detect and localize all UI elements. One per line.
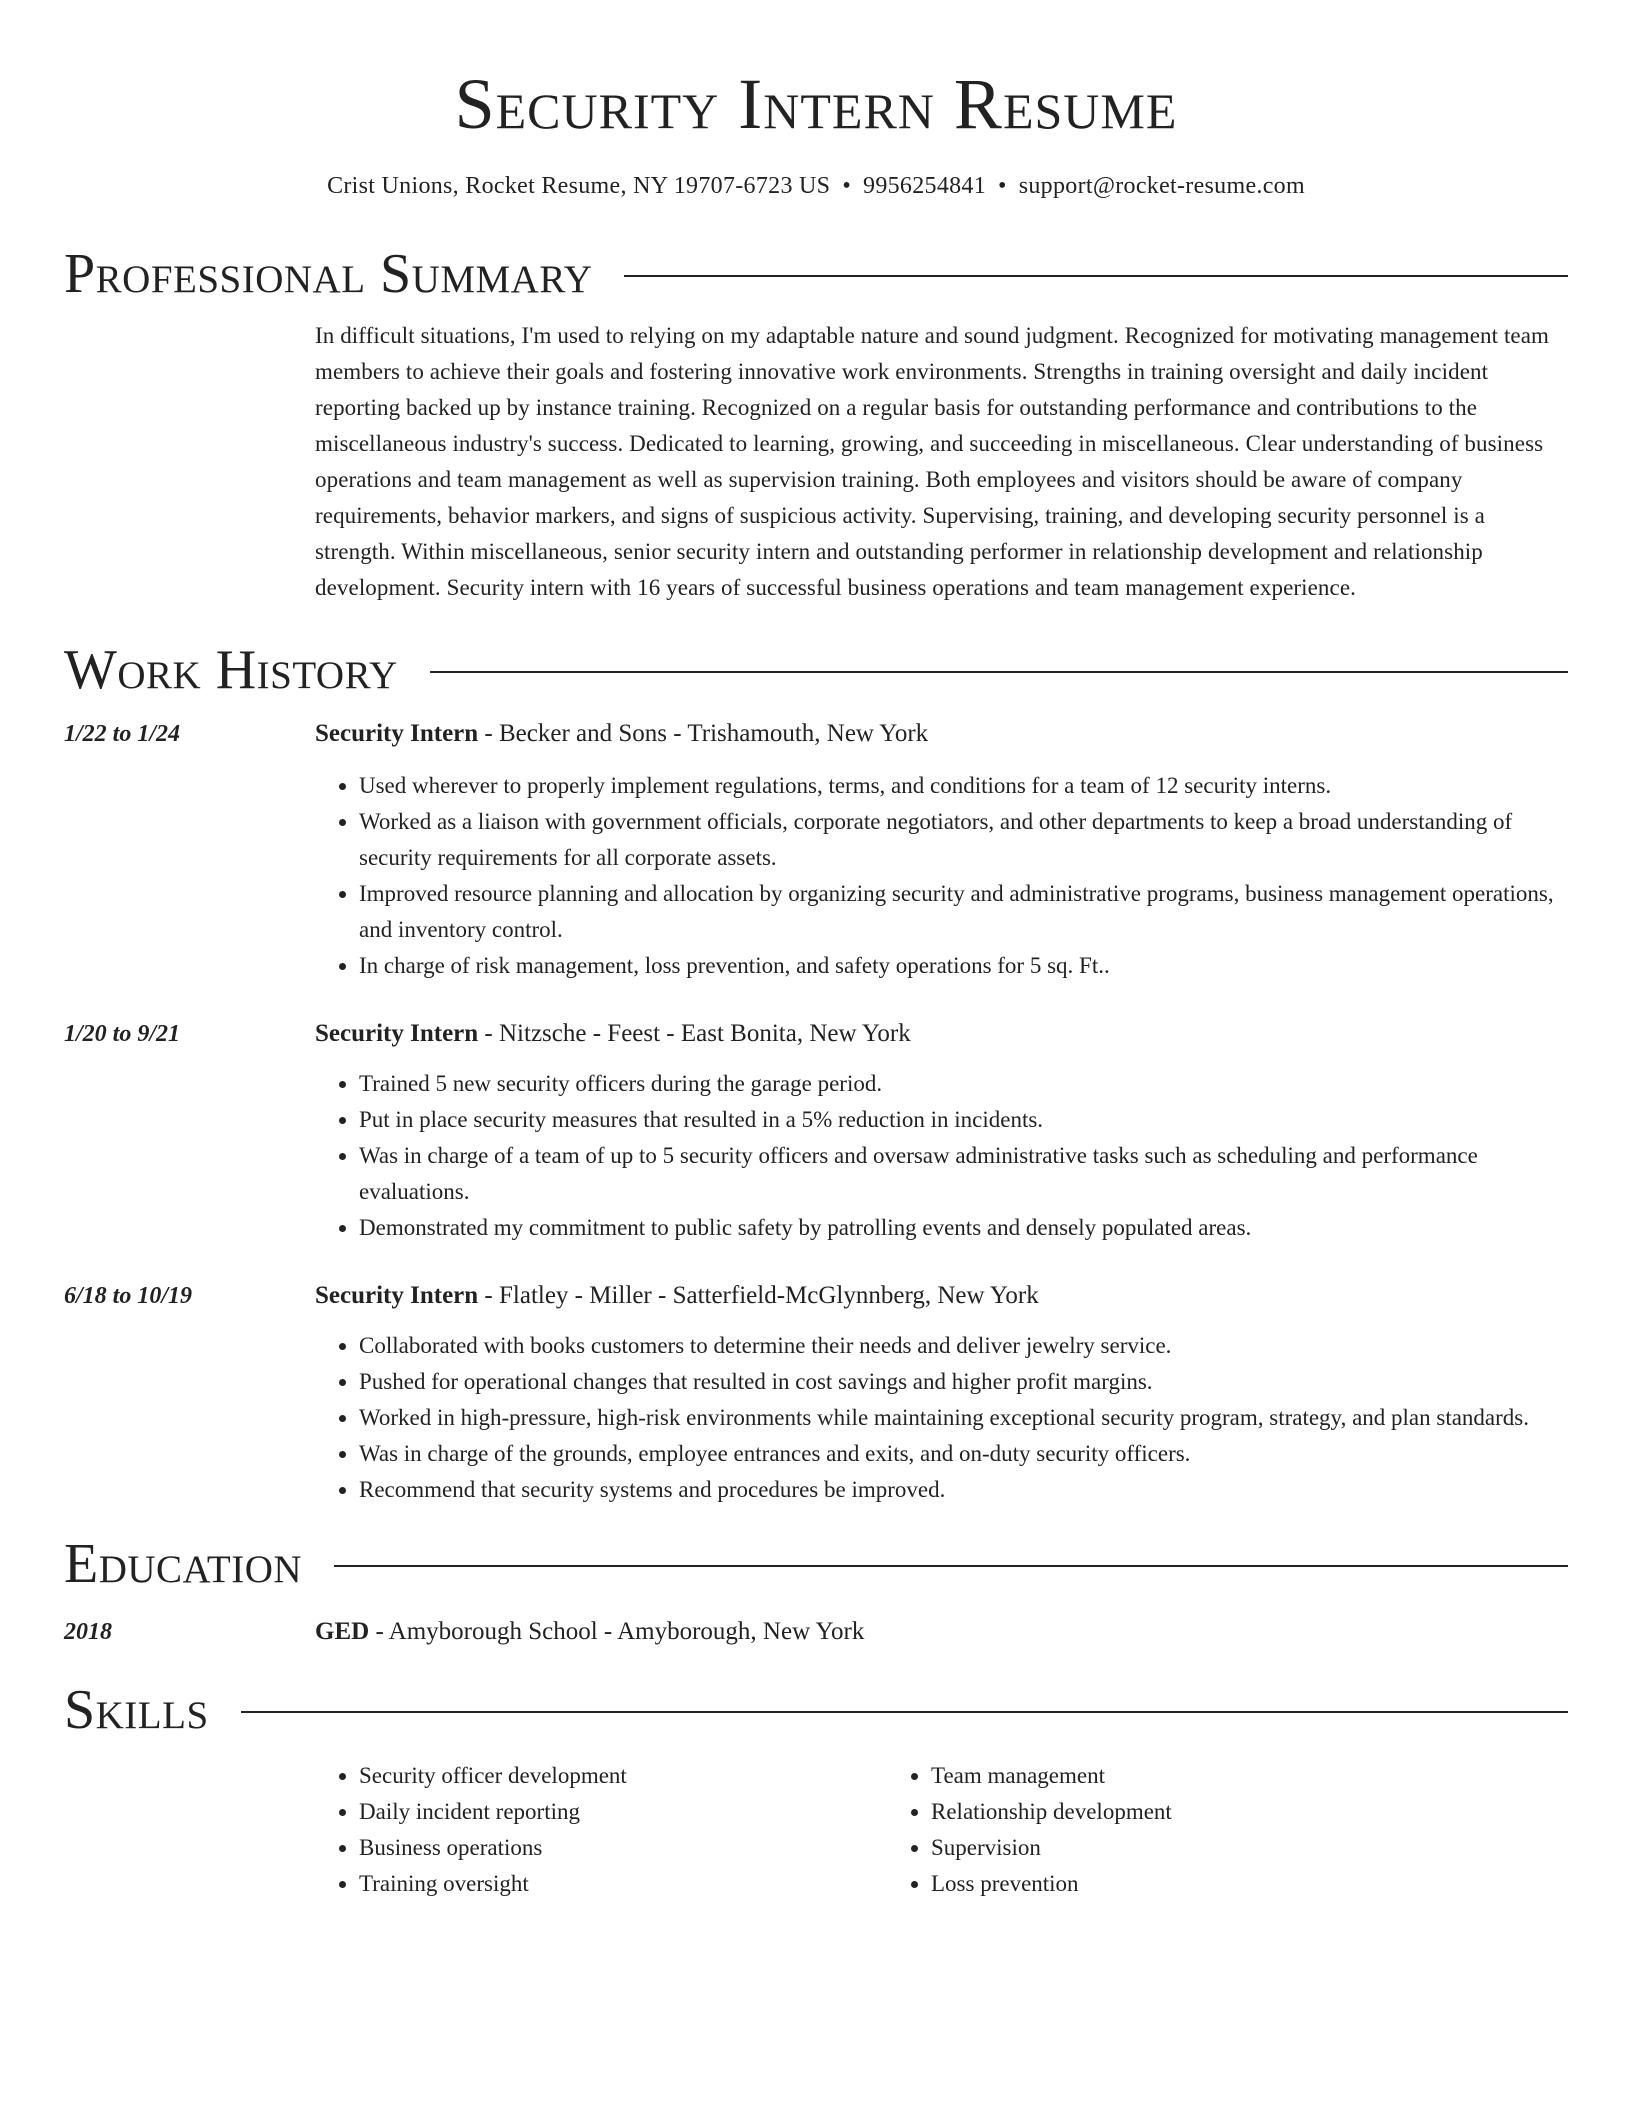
job-title: Security Intern bbox=[315, 1282, 479, 1309]
job-title-line bbox=[315, 1278, 1568, 1314]
summary-text: In difficult situations, I'm used to relying on my adaptable nature and sound judgment. Recognized for motivating management team members to achieve their goals and fostering innovative work environments. Strengths in training oversight and daily incident reporting backed up by instance training. Recognized on a regular basis for outstanding performance and contributions to the miscellaneous industry's success. Dedicated to learning, growing, and succeeding in miscellaneous. Clear understanding of business operations and team management as well as supervision training. Both employees and visitors should be aware of company requirements, behavior markers, and signs of suspicious activity. Supervising, training, and developing security personnel is a strength. Within miscellaneous, senior security intern and outstanding performer in relationship development and relationship development. Security intern with 16 years of successful business operations and team management experience. bbox=[315, 323, 1550, 600]
job-bullet: • In charge of risk management, loss prevention, and safety operations for 5 sq. Ft.. bbox=[359, 948, 1568, 984]
job-bullet: • Worked in high-pressure, high-risk environments while maintaining exceptional security program, strategy, and plan standards. bbox=[359, 1400, 1568, 1436]
summary-heading: Professional Summary bbox=[64, 243, 593, 305]
skill-item: • Security officer development bbox=[359, 1758, 887, 1794]
section-divider bbox=[241, 1711, 1568, 1713]
skills-heading: Skills bbox=[64, 1679, 209, 1741]
resume-title: Security Intern Resume bbox=[454, 64, 1178, 144]
skill-item: • Relationship development bbox=[931, 1794, 1459, 1830]
job-bullet: • Demonstrated my commitment to public safety by patrolling events and densely populated areas. bbox=[359, 1210, 1568, 1246]
job-bullet: • Was in charge of a team of up to 5 security officers and oversaw administrative tasks such as scheduling and performance evaluations. bbox=[359, 1138, 1568, 1210]
education-entry bbox=[64, 1614, 1568, 1650]
job-title: Security Intern bbox=[315, 720, 479, 747]
job-title-line bbox=[315, 716, 1568, 752]
job-dates: 1/22 to 1/24 bbox=[64, 721, 181, 747]
section-divider bbox=[430, 671, 1568, 673]
job-title: Security Intern bbox=[315, 1020, 479, 1047]
job-title-line bbox=[315, 1016, 1568, 1052]
job-dates: 6/18 to 10/19 bbox=[64, 1283, 193, 1309]
job-dates: 1/20 to 9/21 bbox=[64, 1021, 181, 1047]
job-body bbox=[315, 1016, 1568, 1246]
job-bullet: • Improved resource planning and allocation by organizing security and administrative programs, business management operations, and inventory control. bbox=[359, 876, 1568, 948]
skill-item: • Supervision bbox=[931, 1830, 1459, 1866]
education-school: - Amyborough School - Amyborough, New York bbox=[369, 1618, 865, 1645]
job-bullets bbox=[315, 768, 1568, 984]
education-body bbox=[315, 1614, 1568, 1650]
job-bullet: • Worked as a liaison with government officials, corporate negotiators, and other departments to keep a broad understanding of security requirements for all corporate assets. bbox=[359, 804, 1568, 876]
skill-item: • Team management bbox=[931, 1758, 1459, 1794]
job-body bbox=[315, 716, 1568, 984]
skill-item: • Training oversight bbox=[359, 1866, 887, 1902]
job-body bbox=[315, 1278, 1568, 1508]
job-entry bbox=[64, 716, 1568, 984]
job-employer: - Flatley - Miller - Satterfield-McGlynnberg, New York bbox=[478, 1282, 1039, 1309]
section-divider bbox=[334, 1565, 1568, 1567]
contact-address: Crist Unions, Rocket Resume, NY 19707-6723 US bbox=[327, 173, 831, 199]
job-bullets bbox=[315, 1328, 1568, 1508]
skills-columns bbox=[315, 1758, 1568, 1902]
work-section-header bbox=[64, 636, 1568, 704]
education-section-header bbox=[64, 1530, 1568, 1598]
skills-list-left bbox=[315, 1758, 887, 1902]
work-heading: Work History bbox=[64, 639, 398, 701]
job-bullet: • Recommend that security systems and procedures be improved. bbox=[359, 1472, 1568, 1508]
contact-phone: 9956254841 bbox=[863, 173, 987, 199]
job-employer: - Becker and Sons - Trishamouth, New York bbox=[478, 720, 929, 747]
contact-line bbox=[64, 170, 1568, 202]
skill-item: • Daily incident reporting bbox=[359, 1794, 887, 1830]
education-year: 2018 bbox=[64, 1619, 112, 1645]
education-heading: Education bbox=[64, 1533, 303, 1595]
job-employer: - Nitzsche - Feest - East Bonita, New York bbox=[478, 1020, 911, 1047]
job-bullet: • Pushed for operational changes that resulted in cost savings and higher profit margins. bbox=[359, 1364, 1568, 1400]
education-line bbox=[315, 1614, 1568, 1650]
skill-item: • Loss prevention bbox=[931, 1866, 1459, 1902]
contact-email: support@rocket-resume.com bbox=[1018, 173, 1305, 199]
education-degree: GED bbox=[315, 1618, 370, 1645]
job-entry bbox=[64, 1278, 1568, 1508]
job-bullet: • Trained 5 new security officers during the garage period. bbox=[359, 1066, 1568, 1102]
job-bullets bbox=[315, 1066, 1568, 1246]
section-divider bbox=[624, 275, 1568, 277]
job-entry bbox=[64, 1016, 1568, 1246]
job-bullet: • Was in charge of the grounds, employee entrances and exits, and on-duty security officers. bbox=[359, 1436, 1568, 1472]
skills-list-right bbox=[887, 1758, 1459, 1902]
skills-section-header bbox=[64, 1676, 1568, 1744]
job-bullet: • Put in place security measures that resulted in a 5% reduction in incidents. bbox=[359, 1102, 1568, 1138]
job-bullet: • Collaborated with books customers to determine their needs and deliver jewelry service. bbox=[359, 1328, 1568, 1364]
summary-section-header bbox=[64, 240, 1568, 308]
job-bullet: • Used wherever to properly implement regulations, terms, and conditions for a team of 12 security interns. bbox=[359, 768, 1568, 804]
separator-dot: • bbox=[842, 173, 852, 199]
skill-item: • Business operations bbox=[359, 1830, 887, 1866]
separator-dot: • bbox=[998, 173, 1007, 199]
